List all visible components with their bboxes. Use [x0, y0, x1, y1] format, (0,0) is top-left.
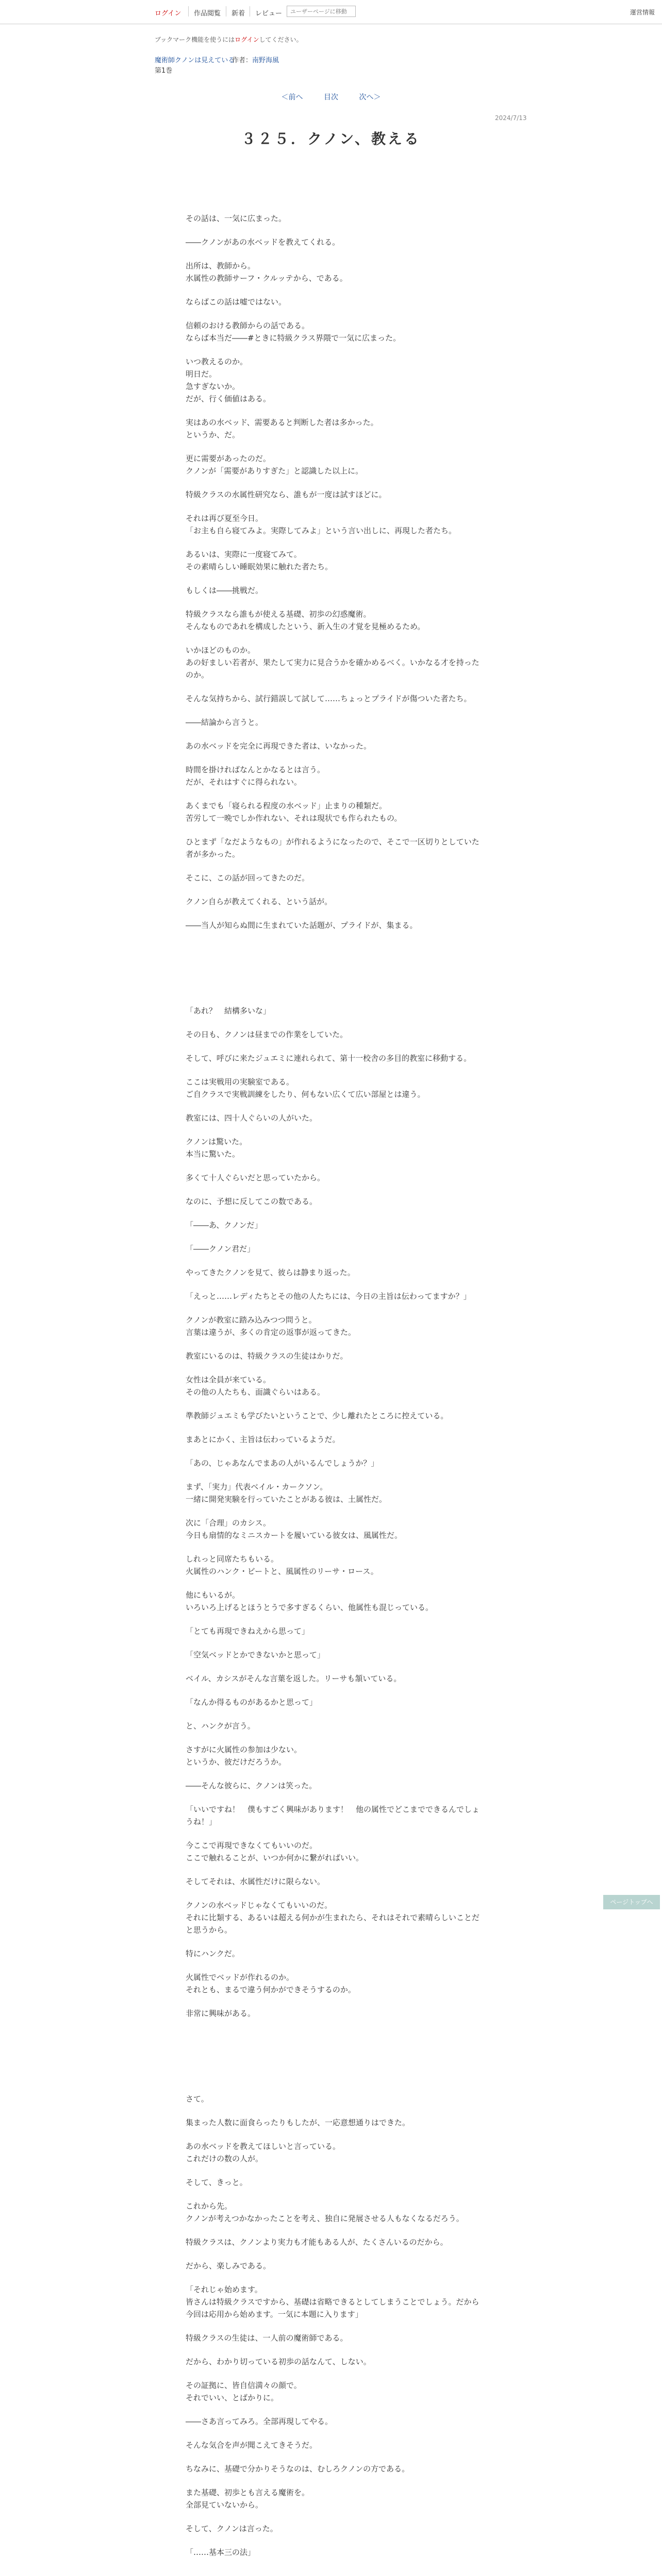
body-paragraph: その日も、クノンは昼までの作業をしていた。 — [186, 1030, 348, 1039]
body-paragraph: 教室には、四十人ぐらいの人がいた。 — [186, 1113, 318, 1123]
scene-break — [186, 2031, 485, 2093]
body-paragraph: クノンの水ベッドじゃなくてもいいのだ。 それに比類する、あるいは超える何かが生まれたら、それはそれで素晴らしいことだと思うから。 — [186, 1901, 480, 1935]
body-paragraph: あくまでも「寝られる程度の水ベッド」止まりの種類だ。 苦労して一晩でしか作れない、それは現状でも作られたもの。 — [186, 801, 402, 823]
body-paragraph: そして、きっと。 — [186, 2178, 247, 2187]
body-paragraph: 火属性でベッドが作れるのか。 それとも、まるで違う何かができそうするのか。 — [186, 1973, 356, 1994]
body-paragraph: そして、クノンは言った。 — [186, 2524, 278, 2533]
body-paragraph: あるいは、実際に一度寝てみて。 その素晴らしい睡眠効果に触れた者たち。 — [186, 550, 333, 571]
body-paragraph: ひとまず「なだようなもの」が作れるようになったので、そこで一区切りとしていた者が多かった。 — [186, 837, 479, 859]
body-paragraph: 次に「合理」のカシス。 今日も扇情的なミニスカートを履いている彼女は、風属性だ。 — [186, 1518, 403, 1540]
body-paragraph: それは再び夏至今日。 「お主も自ら寝てみよ。実際してみよ」という言い出しに、再現した者たち。 — [186, 514, 457, 535]
body-paragraph: 女性は全員が来ている。 その他の人たちも、面識ぐらいはある。 — [186, 1375, 325, 1397]
body-paragraph: あの水ベッドを教えてほしいと言っている。 これだけの数の人が。 — [186, 2142, 341, 2163]
author-label: 作者： — [232, 57, 253, 64]
table-of-contents-link[interactable]: 目次 — [324, 93, 338, 101]
body-paragraph: 準教師ジュエミも学びたいということで、少し離れたところに控えている。 — [186, 1411, 449, 1420]
scene-break — [186, 943, 485, 1005]
body-paragraph: ここは実戦用の実験室である。 ご自クラスで実戦訓練をしたり、何もない広くて広い部屋とは違う。 — [186, 1077, 425, 1099]
body-paragraph: 更に需要があったのだ。 クノンが「需要がありすぎた」と認識した以上に。 — [186, 454, 363, 476]
body-paragraph: そんな気合を声が聞こえてきそうだ。 — [186, 2441, 318, 2450]
body-paragraph: クノンは驚いた。 本当に驚いた。 — [186, 1137, 247, 1159]
body-paragraph: しれっと同席たちもいる。 火属性のハンク・ビートと、風属性のリーサ・ロース。 — [186, 1554, 378, 1576]
publish-date: 2024/7/13 — [495, 114, 527, 122]
prev-chapter-link[interactable]: ＜前へ — [281, 93, 303, 101]
nav-divider — [188, 6, 189, 16]
body-paragraph: もしくは――挑戦だ。 — [186, 586, 263, 595]
body-paragraph: 信頼のおける教師からの話である。 ならば本当だ――#ときに特級クラス界隈で一気に広まった。 — [186, 321, 401, 343]
body-paragraph: 「いいですね！ 僕もすごく興味があります！ 他の属性でどこまでできるんでしょうね！」 — [186, 1805, 480, 1826]
site-info-link[interactable]: 運営情報 — [630, 9, 655, 16]
body-paragraph: 多くて十人ぐらいだと思っていたから。 — [186, 1173, 325, 1182]
chapter-title: ３２５．クノン、教える — [241, 130, 421, 147]
body-paragraph: ――そんな彼らに、クノンは笑った。 — [186, 1781, 317, 1790]
author-line — [232, 55, 279, 64]
nav-item-review[interactable]: レビュー — [255, 10, 283, 18]
nav-item-new[interactable]: 新着 — [231, 10, 245, 18]
body-paragraph: 特級クラスの水属性研究なら、誰もが一度は試すほどに。 — [186, 490, 387, 499]
body-paragraph: そこに、この話が回ってきたのだ。 — [186, 873, 310, 883]
body-paragraph: 他にもいるが。 いろいろ上げるとほうとうで多すぎるくらい、他属性も混じっている。 — [186, 1590, 434, 1612]
body-paragraph: その話は、一気に広まった。 — [186, 214, 287, 223]
body-paragraph: クノン自らが教えてくれる、という話が。 — [186, 897, 333, 906]
body-paragraph: 「なんか得るものがあるかと思って」 — [186, 1698, 318, 1707]
body-paragraph: あの水ベッドを完全に再現できた者は、いなかった。 — [186, 741, 372, 751]
body-paragraph: やってきたクノンを見て、彼らは静まり返った。 — [186, 1268, 355, 1277]
body-paragraph: ――当人が知らぬ間に生まれていた話題が、プライドが、集まる。 — [186, 921, 418, 930]
login-link[interactable]: ログイン — [155, 10, 181, 18]
body-paragraph: ベイル、カシスがそんな言葉を返した。リーサも頷いている。 — [186, 1674, 402, 1683]
page-top-button[interactable]: ページトップへ — [603, 1895, 660, 1909]
body-paragraph: まず、「実力」代表ベイル・カークソン。 一緒に開発実験を行っていたことがある彼は、土属性だ。 — [186, 1482, 387, 1504]
nav-item-works[interactable]: 作品閲覧 — [194, 10, 221, 18]
body-paragraph: いつ教えるのか。 明日だ。 急すぎないか。 だが、行く価値はある。 — [186, 357, 271, 403]
user-page-search-input[interactable] — [287, 6, 356, 17]
body-paragraph: 「それじゃ始めます。 皆さんは特級クラスですから、基礎は省略できるとしてしまうことでしょう。だから今回は応用から始めます。一気に本題に入ります」 — [186, 2285, 479, 2319]
body-paragraph: と、ハンクが言う。 — [186, 1721, 255, 1731]
chapter-pager — [0, 92, 662, 102]
body-paragraph: 非常に興味がある。 — [186, 2009, 256, 2018]
body-paragraph: そんな気持ちから、試行錯誤して試して……ちょっとプライドが傷ついた者たち。 — [186, 694, 472, 703]
body-paragraph: 特にハンクだ。 — [186, 1949, 240, 1958]
body-paragraph: さすがに火属性の参加は少ない。 というか、彼だけだろうか。 — [186, 1745, 302, 1767]
body-paragraph: 教室にいるのは、特級クラスの生徒はかりだ。 — [186, 1351, 348, 1361]
body-paragraph: 今ここで再現できなくてもいいのだ。 ここで触れることが、いつか何かに繋がればいい。 — [186, 1841, 364, 1862]
next-chapter-link[interactable]: 次へ＞ — [359, 93, 381, 101]
bookmark-login-link[interactable]: ログイン — [235, 36, 259, 43]
novel-title-link[interactable]: 魔術師クノンは見えている — [155, 57, 235, 64]
body-paragraph: 実はあの水ベッド、需要あると判断した者は多かった。 というか、だ。 — [186, 418, 378, 439]
body-paragraph: 「……基本三の法」 — [186, 2548, 256, 2557]
chapter-body — [186, 212, 485, 2570]
body-paragraph: ちなみに、基礎で分かりそうなのは、むしろクノンの方である。 — [186, 2464, 410, 2473]
body-paragraph: 特級クラスの生徒は、一人前の魔術師である。 — [186, 2333, 348, 2343]
body-paragraph: 「――あ、クノンだ」 — [186, 1221, 262, 1230]
bookmark-notice-prefix: ブックマーク機能を使うには — [155, 36, 235, 43]
body-paragraph: 「えっと……レディたちとその他の人たちには、今日の主旨は伝わってますか？」 — [186, 1292, 471, 1301]
author-link[interactable]: 南野海風 — [252, 57, 279, 64]
body-paragraph: まあとにかく、主旨は伝わっているようだ。 — [186, 1435, 340, 1444]
body-paragraph: これから先。 クノンが考えつかなかったことを考え、独自に発展させる人もなくなるだろう。 — [186, 2201, 464, 2223]
body-paragraph: 特級クラスなら誰もが使える基礎、初歩の幻惑魔術。 そんなものであれを構成したという、新入生の才覚を見極めるため。 — [186, 609, 425, 631]
body-paragraph: 出所は、教師から。 水属性の教師サーフ・クルッテから、である。 — [186, 261, 347, 283]
body-paragraph: だから、わかり切っている初歩の話なんて、しない。 — [186, 2357, 371, 2366]
body-paragraph: ――結論から言うと。 — [186, 718, 263, 727]
bookmark-notice — [155, 35, 303, 44]
body-paragraph: 「あの、じゃあなんでまあの人がいるんでしょうか？」 — [186, 1459, 379, 1468]
body-paragraph: そしてそれは、水属性だけに限らない。 — [186, 1877, 325, 1886]
body-paragraph: 「とても再現できねえから思って」 — [186, 1626, 310, 1636]
body-paragraph: 「あれ？ 結構多いな」 — [186, 1006, 271, 1015]
body-paragraph: また基礎、初歩とも言える魔術を。 全部見ていないから。 — [186, 2488, 310, 2510]
body-paragraph: 時間を掛ければなんとかなるとは言う。 だが、それはすぐに得られない。 — [186, 765, 325, 787]
volume-label: 第1巻 — [155, 67, 173, 75]
bookmark-notice-suffix: してください。 — [259, 36, 303, 43]
body-paragraph: そして、呼びに来たジュエミに連れられて、第十一校舎の多目的教室に移動する。 — [186, 1054, 472, 1063]
top-navigation-bar — [0, 0, 662, 24]
body-paragraph: その証拠に、皆自信満々の顔で。 それでいい、とばかりに。 — [186, 2381, 302, 2402]
body-paragraph: ならばこの話は嘘ではない。 — [186, 297, 287, 307]
body-paragraph: 特級クラスは、クノンより実力も才能もある人が、たくさんいるのだから。 — [186, 2238, 448, 2247]
body-paragraph: さて。 — [186, 2094, 209, 2104]
body-paragraph: クノンが教室に踏み込みつつ問うと。 言葉は違うが、多くの肯定の返事が返ってきた。 — [186, 1315, 356, 1337]
body-paragraph: いかほどのものか。 あの好ましい若者が、果たして実力に見合うかを確かめるべく。いかなる才を持ったのか。 — [186, 646, 479, 680]
body-paragraph: 「空気ベッドとかできないかと思って」 — [186, 1650, 325, 1659]
body-paragraph: 集まった人数に面食らったりもしたが、一応意想通りはできた。 — [186, 2118, 410, 2127]
body-paragraph: なのに、予想に反してこの数である。 — [186, 1197, 318, 1206]
body-paragraph: 「――クノン君だ」 — [186, 1244, 255, 1253]
body-paragraph: ――さあ言ってみろ。全部再現してやる。 — [186, 2417, 333, 2426]
body-paragraph: ――クノンがあの水ベッドを教えてくれる。 — [186, 238, 340, 247]
body-paragraph: だから、楽しみである。 — [186, 2261, 271, 2270]
